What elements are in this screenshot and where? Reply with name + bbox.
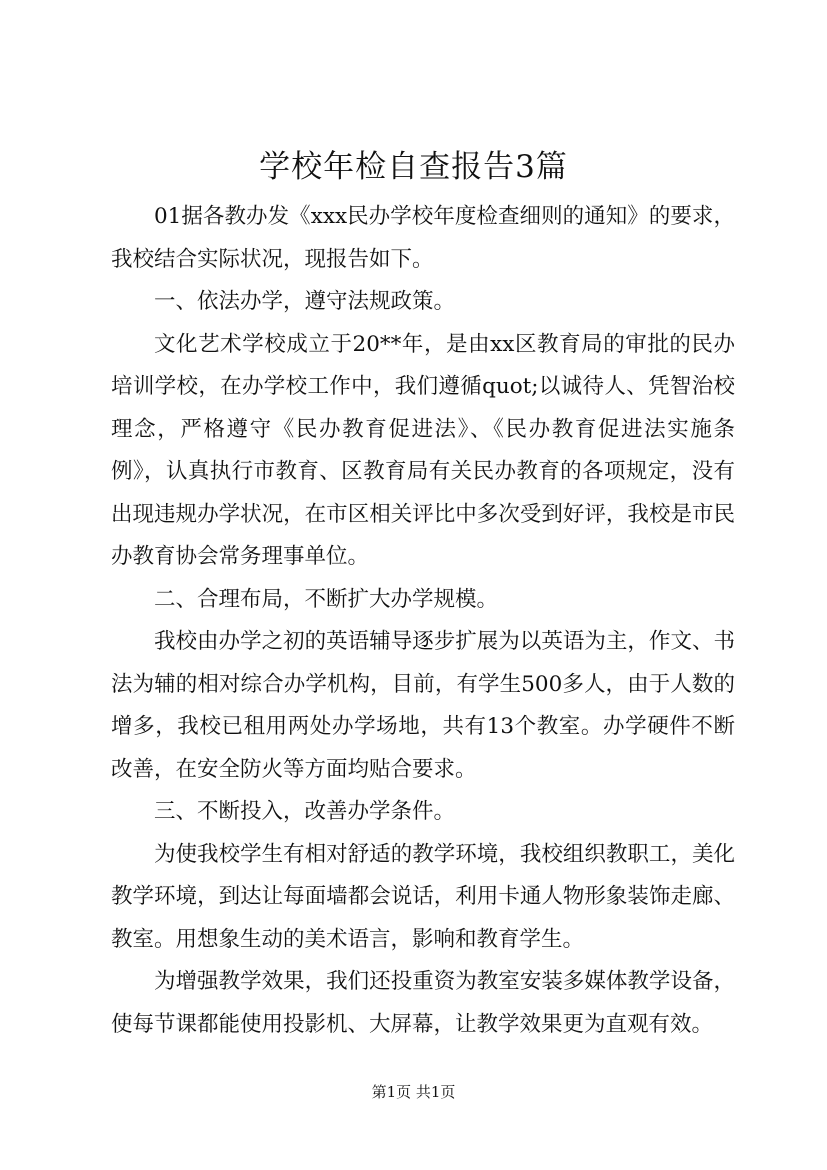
- section-heading: 一、依法办学，遵守法规政策。: [154, 289, 456, 314]
- paragraph: 我校由办学之初的英语辅导逐步扩展为以英语为主，作文、书法为辅的相对综合办学机构，目前，有学生500多人，由于人数的增多，我校已租用两处办学场地，共有13个教室。办学硬件不断改善，在安全防火等方面均贴合要求。: [111, 629, 735, 782]
- document-body: [111, 196, 735, 1046]
- page-footer: 第1页 共1页: [371, 1083, 456, 1101]
- paragraph: 为使我校学生有相对舒适的教学环境，我校组织教职工，美化教学环境，到达让每面墙都会说话，利用卡通人物形象装饰走廊、教室。用想象生动的美术语言，影响和教育学生。: [111, 841, 735, 952]
- paragraph: 为增强教学效果，我们还投重资为教室安装多媒体教学设备，使每节课都能使用投影机、大屏幕，让教学效果更为直观有效。: [111, 969, 735, 1037]
- document-title: 学校年检自查报告3篇: [259, 149, 568, 185]
- section-heading: 二、合理布局，不断扩大办学规模。: [154, 586, 499, 612]
- section-heading: 三、不断投入，改善办学条件。: [154, 799, 456, 824]
- paragraph: 01据各教办发《xxx民办学校年度检查细则的通知》的要求，我校结合实际状况，现报告如下。: [111, 204, 735, 272]
- paragraph: 文化艺术学校成立于20**年，是由xx区教育局的审批的民办培训学校，在办学校工作中，我们遵循quot;以诚待人、凭智治校理念，严格遵守《民办教育促进法》、《民办教育促进法实施条例》，认真执行市教育、区教育局有关民办教育的各项规定，没有出现违规办学状况，在市区相关评比中多次受到好评，我校是市民办教育协会常务理事单位。: [111, 331, 735, 569]
